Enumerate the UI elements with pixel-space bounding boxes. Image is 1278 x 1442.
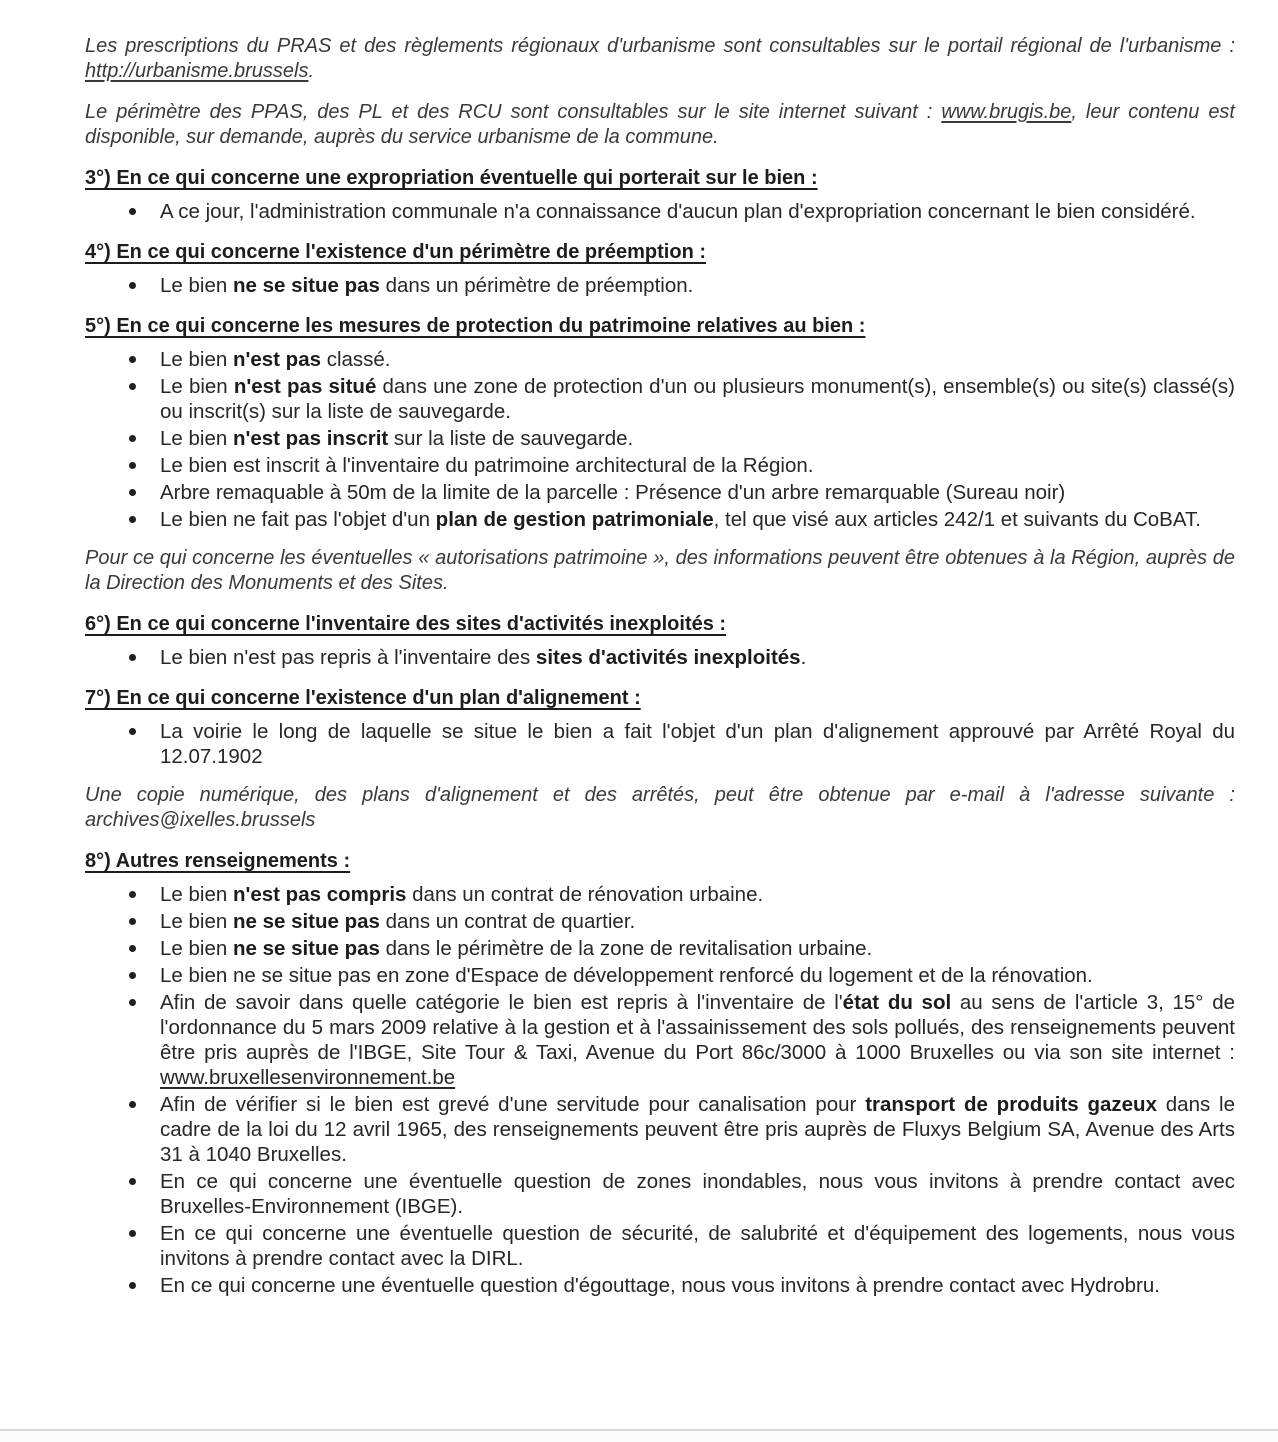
url-text: http://urbanisme.brussels [85,60,309,82]
bullet-list [85,719,1235,769]
text-run: Le bien [160,883,233,906]
emphasis-text: transport de produits gazeux [865,1093,1157,1116]
list-item [85,273,1235,298]
list-item [85,1092,1235,1167]
url-text: www.bruxellesenvironnement.be [160,1066,456,1089]
note-paragraph [85,546,1235,596]
section-heading [85,314,1235,339]
text-run: Pour ce qui concerne les éventuelles « autorisations patrimoine », des informations peuvent être obtenues à la Région, auprès de la Direction des Monuments et des Sites. [85,547,1235,594]
text-run: dans un contrat de quartier. [379,910,636,933]
bullet-list [85,882,1235,1298]
text-run: Afin de vérifier si le bien est grevé d'une servitude pour canalisation pour [160,1093,866,1116]
text-run: 8°) Autres renseignements : [85,850,351,872]
text-run: Le bien [160,348,233,371]
section-heading [85,849,1235,874]
text-run: Les prescriptions du PRAS et des règlements régionaux d'urbanisme sont consultables sur le portail régional de l'urbanisme : [85,35,1235,57]
text-run: . [308,60,314,82]
text-run: En ce qui concerne une éventuelle question de sécurité, de salubrité et d'équipement des logements, nous vous invitons à prendre contact avec la DIRL. [160,1222,1235,1270]
emphasis-text: n'est pas situé [233,375,377,398]
text-run: Le bien est inscrit à l'inventaire du patrimoine architectural de la Région. [160,454,814,477]
list-item [85,1169,1235,1219]
emphasis-text: sites d'activités inexploités [535,646,801,669]
section-heading [85,686,1235,711]
text-run: Une copie numérique, des plans d'alignement et des arrêtés, peut être obtenue par e-mail à l'adresse suivante : archives@ixelles.brussels [85,784,1235,831]
text-run: A ce jour, l'administration communale n'a connaissance d'aucun plan d'expropriation concernant le bien considéré. [160,200,1196,223]
list-item [85,426,1235,451]
text-run: En ce qui concerne une éventuelle question d'égouttage, nous vous invitons à prendre contact avec Hydrobru. [160,1274,1160,1297]
list-item [85,882,1235,907]
text-run: Le bien [160,910,233,933]
text-run: Le bien ne se situe pas en zone d'Espace de développement renforcé du logement et de la rénovation. [160,964,1093,987]
list-item [85,374,1235,424]
emphasis-text: n'est pas inscrit [232,427,389,450]
emphasis-text: ne se situe pas [232,937,380,960]
list-item [85,963,1235,988]
text-run: Le périmètre des PPAS, des PL et des RCU sont consultables sur le site internet suivant : [85,101,942,123]
text-run: . [800,646,807,669]
list-item [85,480,1235,505]
text-run: , tel que visé aux articles 242/1 et suivants du CoBAT. [713,508,1201,531]
text-run: Le bien [160,937,233,960]
text-run: classé. [321,348,391,371]
list-item [85,1273,1235,1298]
list-item [85,936,1235,961]
emphasis-text: n'est pas [232,348,321,371]
list-item [85,507,1235,532]
text-run: Afin de savoir dans quelle catégorie le bien est repris à l'inventaire de l' [160,991,843,1014]
list-item [85,645,1235,670]
text-run: Le bien [160,274,233,297]
text-run: Arbre remaquable à 50m de la limite de la parcelle : Présence d'un arbre remarquable (Sureau noir) [160,481,1066,504]
note-paragraph [85,783,1235,833]
section-heading [85,612,1235,637]
bullet-list [85,347,1235,532]
text-run: La voirie le long de laquelle se situe le bien a fait l'objet d'un plan d'alignement approuvé par Arrêté Royal du 12.07.1902 [160,720,1235,768]
bullet-list [85,199,1235,224]
text-run: sur la liste de sauvegarde. [388,427,634,450]
url-text: www.brugis.be [941,101,1072,123]
page-bottom-edge [0,1429,1278,1442]
text-run: 3°) En ce qui concerne une expropriation éventuelle qui porterait sur le bien : [85,167,818,189]
text-run: En ce qui concerne une éventuelle question de zones inondables, nous vous invitons à prendre contact avec Bruxelles-Environnement (IBGE). [160,1170,1235,1218]
text-run: Le bien [160,375,234,398]
emphasis-text: ne se situe pas [232,910,380,933]
text-run: dans un contrat de rénovation urbaine. [406,883,764,906]
document-content [85,34,1235,1298]
text-run: , leur contenu est disponible, sur demande, auprès du service urbanisme de la commune. [85,101,1235,148]
list-item [85,1221,1235,1271]
note-paragraph [85,34,1235,84]
bullet-list [85,273,1235,298]
list-item [85,347,1235,372]
emphasis-text: état du sol [842,991,952,1014]
bullet-list [85,645,1235,670]
text-run: dans une zone de protection d'un ou plusieurs monument(s), ensemble(s) ou site(s) classé(s) ou inscrit(s) sur la liste de sauvegarde. [160,375,1236,423]
emphasis-text: n'est pas compris [232,883,407,906]
text-run: 5°) En ce qui concerne les mesures de protection du patrimoine relatives au bien : [85,315,866,337]
text-run: Le bien ne fait pas l'objet d'un [160,508,436,531]
text-run: Le bien n'est pas repris à l'inventaire des [160,646,536,669]
text-run: dans le périmètre de la zone de revitalisation urbaine. [379,937,873,960]
text-run: dans un périmètre de préemption. [379,274,694,297]
text-run: 4°) En ce qui concerne l'existence d'un périmètre de préemption : [85,241,707,263]
text-run: 6°) En ce qui concerne l'inventaire des sites d'activités inexploités : [85,613,727,635]
emphasis-text: ne se situe pas [232,274,380,297]
text-run: au sens de l'article 3, 15° de l'ordonnance du 5 mars 2009 relative à la gestion et à l'assainissement des sols pollués, des renseignements peuvent être pris auprès de l'IBGE, Site Tour & Taxi, Avenue du Port 86c/3000 à 1000 Bruxelles ou via son site internet : [160,991,1235,1064]
list-item [85,199,1235,224]
text-run: 7°) En ce qui concerne l'existence d'un plan d'alignement : [85,687,641,709]
emphasis-text: plan de gestion patrimoniale [435,508,714,531]
list-item [85,990,1235,1090]
section-heading [85,166,1235,191]
list-item [85,719,1235,769]
list-item [85,453,1235,478]
note-paragraph [85,100,1235,150]
section-heading [85,240,1235,265]
text-run: dans le cadre de la loi du 12 avril 1965, des renseignements peuvent être pris auprès de Fluxys Belgium SA, Avenue des Arts 31 à 1040 Bruxelles. [160,1093,1235,1166]
text-run: Le bien [160,427,233,450]
list-item [85,909,1235,934]
